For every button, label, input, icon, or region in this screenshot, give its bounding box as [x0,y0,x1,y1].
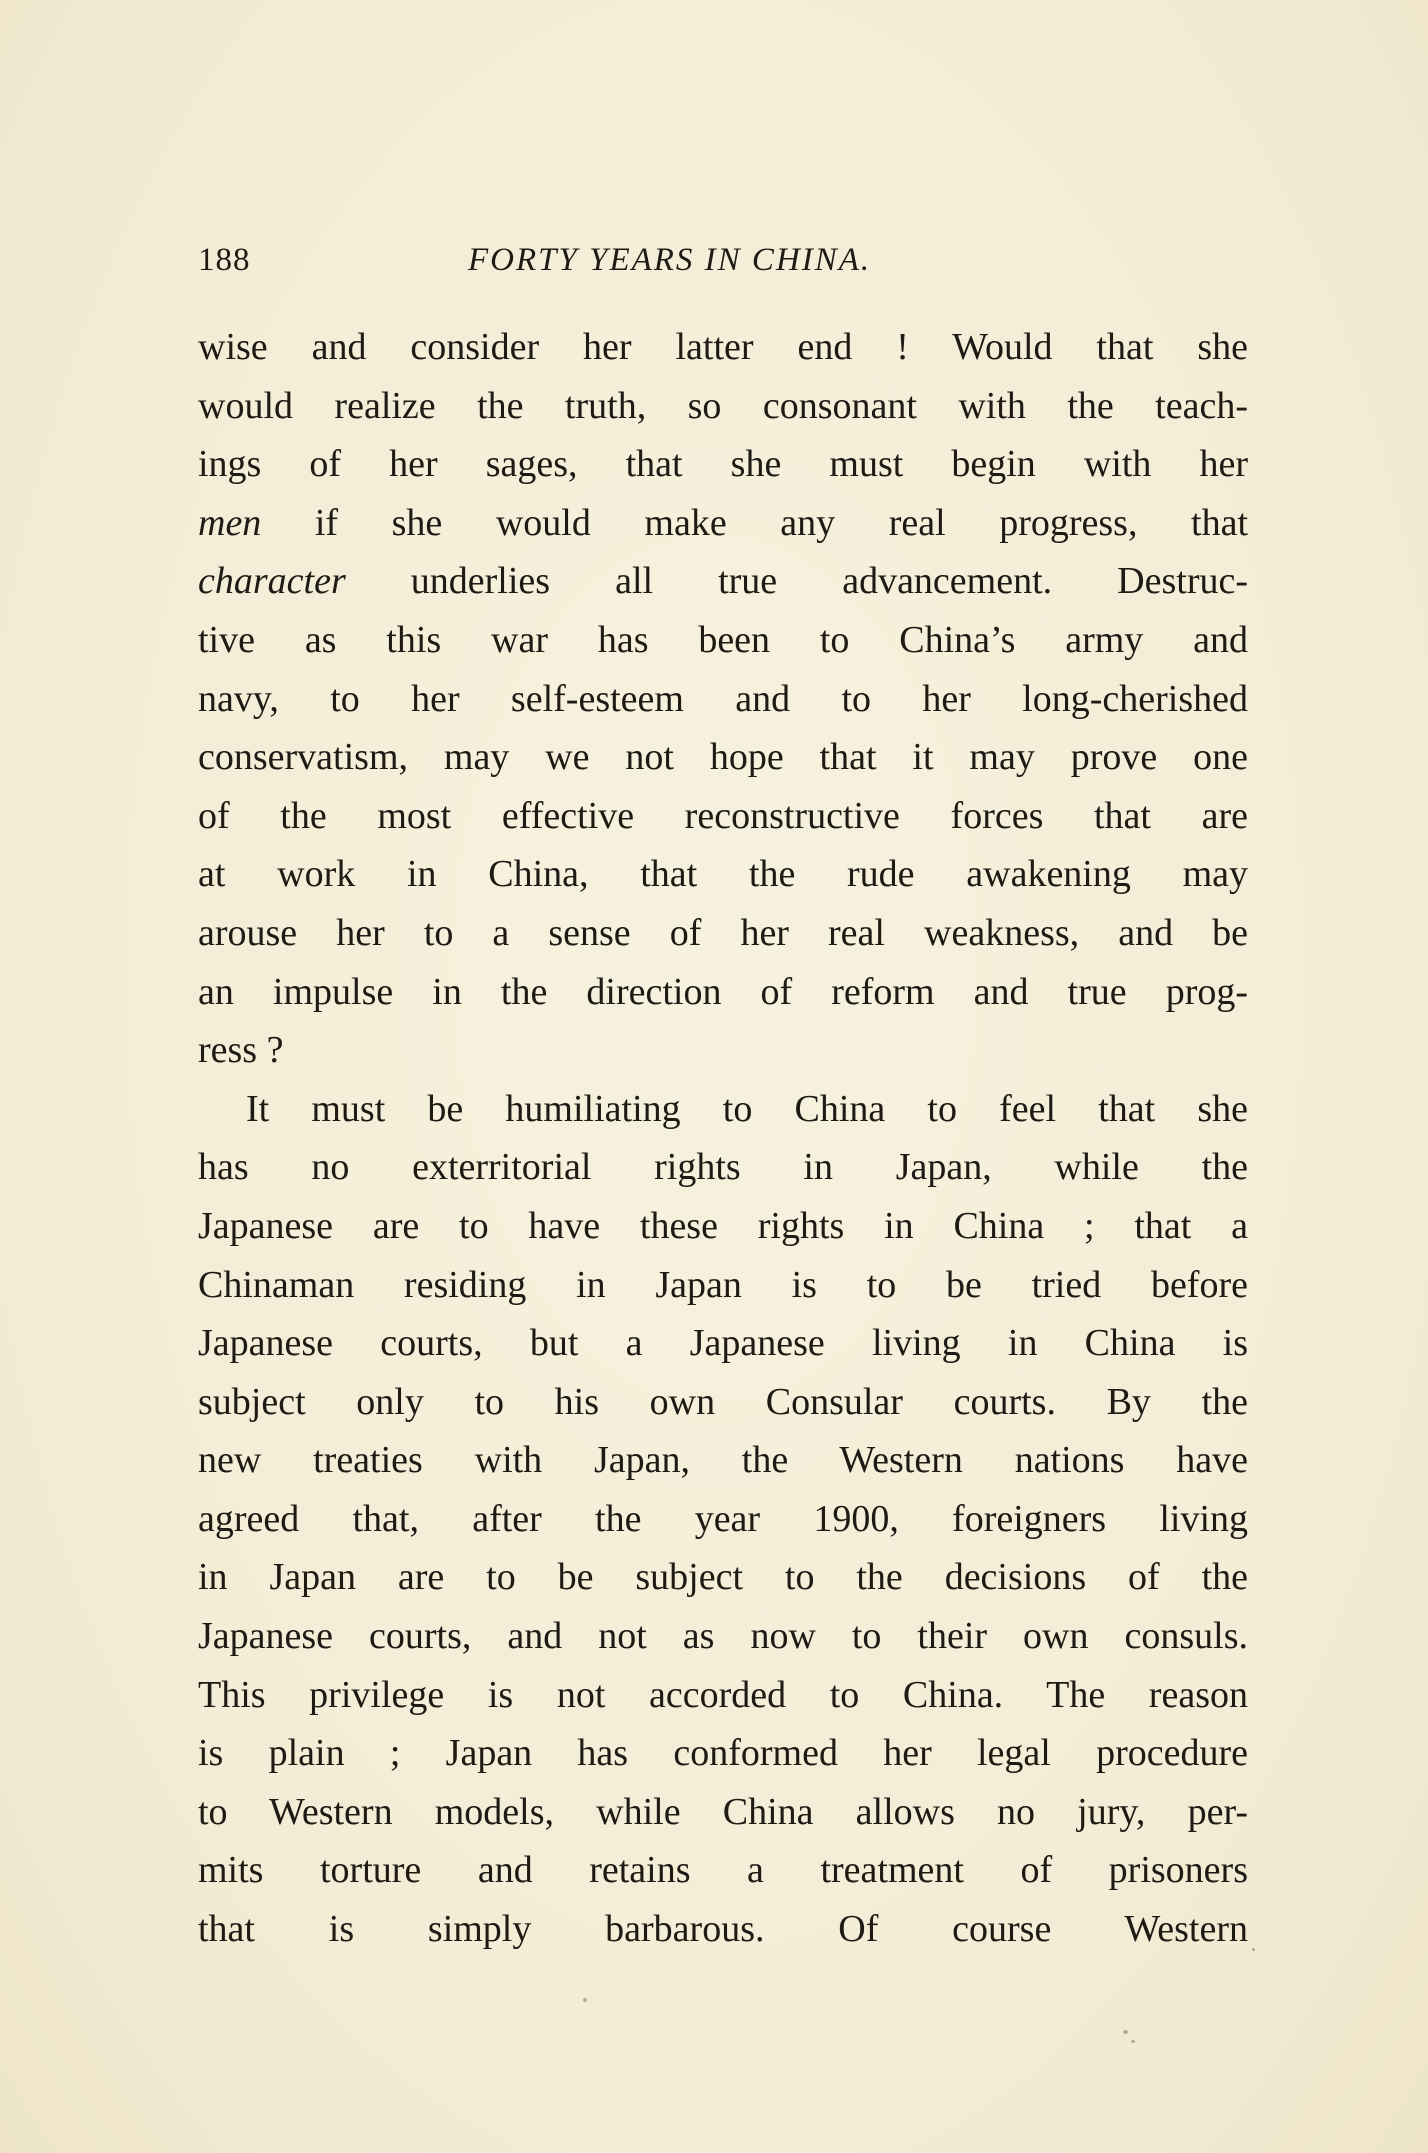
text-line: that is simply barbarous. Of course Western [198,1908,1248,1951]
text-line: Japanese courts, and not as now to their own consuls. [198,1615,1248,1658]
running-title: FORTY YEARS IN CHINA. [468,242,872,278]
line-rest: underlies all true advancement. Destruc- [345,560,1248,603]
text-line: tive as this war has been to China’s army and [198,618,1248,661]
paper-speck [583,1998,587,2002]
text-line: It must be humiliating to China to feel that she [246,1087,1248,1130]
paper-speck [1123,2030,1128,2034]
text-line: agreed that, after the year 1900, foreigners living [198,1497,1248,1540]
paper-speck [1252,1948,1255,1951]
text-line: Japanese courts, but a Japanese living in China is [198,1322,1248,1365]
italic-word: character [198,560,346,603]
page-number: 188 [198,242,251,278]
text-line: navy, to her self-esteem and to her long-cherished [198,677,1248,720]
paper-speck [1131,2040,1135,2043]
text-line: has no exterritorial rights in Japan, while the [198,1146,1248,1189]
body-text [198,318,1248,1959]
line-rest: if she would make any real progress, that [261,501,1248,544]
text-line: ings of her sages, that she must begin with her [198,443,1248,486]
text-line: Japanese are to have these rights in China ; that a [198,1204,1248,1247]
text-line: to Western models, while China allows no jury, per- [198,1790,1248,1833]
text-line: new treaties with Japan, the Western nations have [198,1439,1248,1482]
text-line: is plain ; Japan has conformed her legal procedure [198,1732,1248,1775]
text-line: Chinaman residing in Japan is to be tried before [198,1263,1248,1306]
text-line [198,552,1248,611]
italic-word: men [198,501,262,544]
text-line: conservatism, may we not hope that it may prove one [198,736,1248,779]
text-line: an impulse in the direction of reform and true prog- [198,970,1248,1013]
text-line: wise and consider her latter end ! Would that she [198,326,1248,368]
text-line: in Japan are to be subject to the decisions of the [198,1556,1248,1599]
text-line: subject only to his own Consular courts. By the [198,1380,1248,1423]
text-line: at work in China, that the rude awakening may [198,853,1248,896]
text-line: of the most effective reconstructive forces that are [198,794,1248,837]
text-line: This privilege is not accorded to China. The reason [198,1673,1248,1716]
text-line: arouse her to a sense of her real weakness, and be [198,911,1248,954]
text-line [198,494,1248,553]
text-line: would realize the truth, so consonant with the teach- [198,384,1248,427]
text-line: mits torture and retains a treatment of prisoners [198,1849,1248,1892]
page-header [198,242,1248,292]
text-line: ress ? [198,1029,284,1072]
